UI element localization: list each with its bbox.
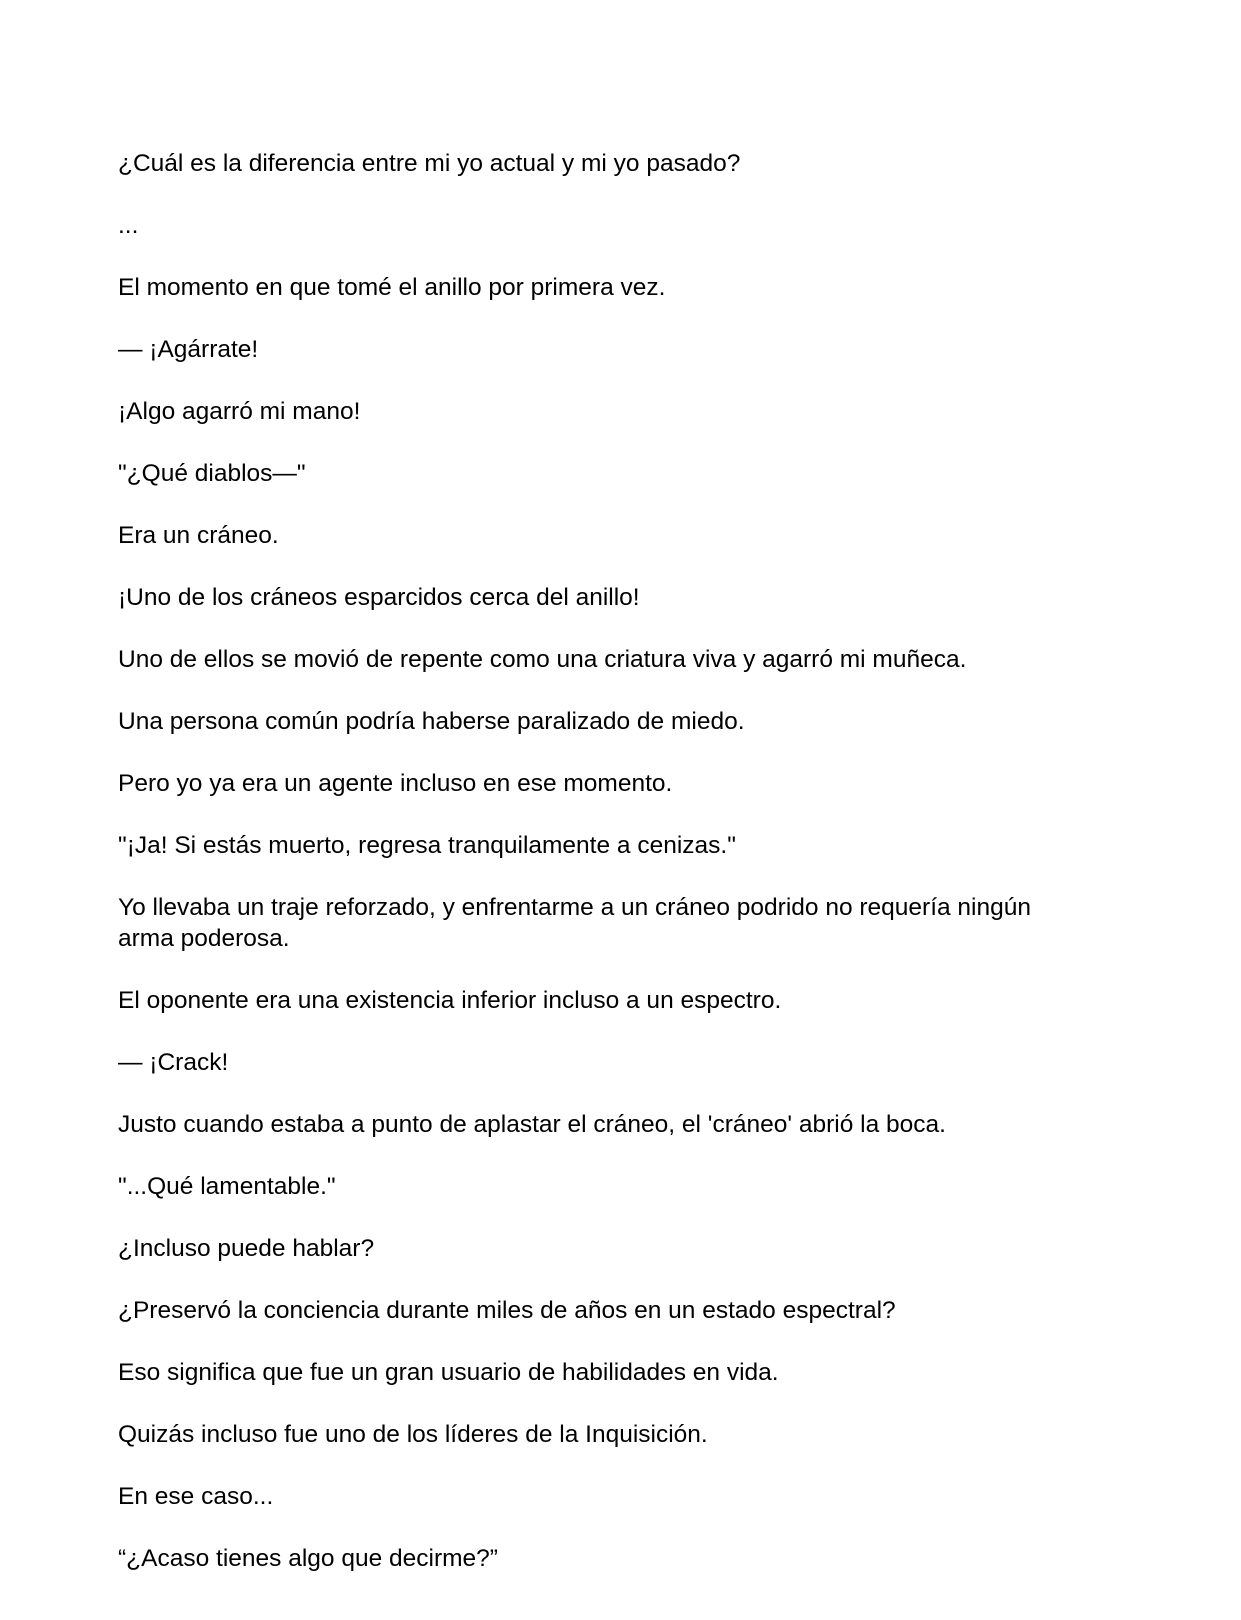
paragraph: Uno de ellos se movió de repente como una criatura viva y agarró mi muñeca. bbox=[118, 646, 967, 673]
paragraph: ¿Preservó la conciencia durante miles de años en un estado espectral? bbox=[118, 1297, 896, 1324]
document-body bbox=[118, 148, 1078, 1574]
paragraph: El momento en que tomé el anillo por primera vez. bbox=[118, 274, 666, 301]
paragraph: "¡Ja! Si estás muerto, regresa tranquilamente a cenizas." bbox=[118, 832, 736, 859]
paragraph: Eso significa que fue un gran usuario de habilidades en vida. bbox=[118, 1359, 779, 1386]
paragraph: ¡Algo agarró mi mano! bbox=[118, 398, 361, 425]
paragraph: ¿Cuál es la diferencia entre mi yo actual y mi yo pasado? bbox=[118, 150, 741, 177]
paragraph: ¿Incluso puede hablar? bbox=[118, 1235, 375, 1262]
paragraph: "¿Qué diablos—" bbox=[118, 460, 306, 487]
paragraph: ¡Uno de los cráneos esparcidos cerca del anillo! bbox=[118, 584, 640, 611]
paragraph: — ¡Agárrate! bbox=[118, 336, 259, 363]
paragraph: Yo llevaba un traje reforzado, y enfrentarme a un cráneo podrido no requería ningún arma poderosa. bbox=[118, 894, 1032, 952]
paragraph: ... bbox=[118, 212, 139, 239]
paragraph: Una persona común podría haberse paralizado de miedo. bbox=[118, 708, 745, 735]
paragraph: El oponente era una existencia inferior incluso a un espectro. bbox=[118, 987, 782, 1014]
paragraph: "...Qué lamentable." bbox=[118, 1173, 336, 1200]
paragraph: “¿Acaso tienes algo que decirme?” bbox=[118, 1545, 498, 1572]
paragraph: — ¡Crack! bbox=[118, 1049, 229, 1076]
paragraph: En ese caso... bbox=[118, 1483, 274, 1510]
paragraph: Justo cuando estaba a punto de aplastar el cráneo, el 'cráneo' abrió la boca. bbox=[118, 1111, 946, 1138]
paragraph: Pero yo ya era un agente incluso en ese momento. bbox=[118, 770, 673, 797]
paragraph: Era un cráneo. bbox=[118, 522, 279, 549]
paragraph: Quizás incluso fue uno de los líderes de la Inquisición. bbox=[118, 1421, 708, 1448]
